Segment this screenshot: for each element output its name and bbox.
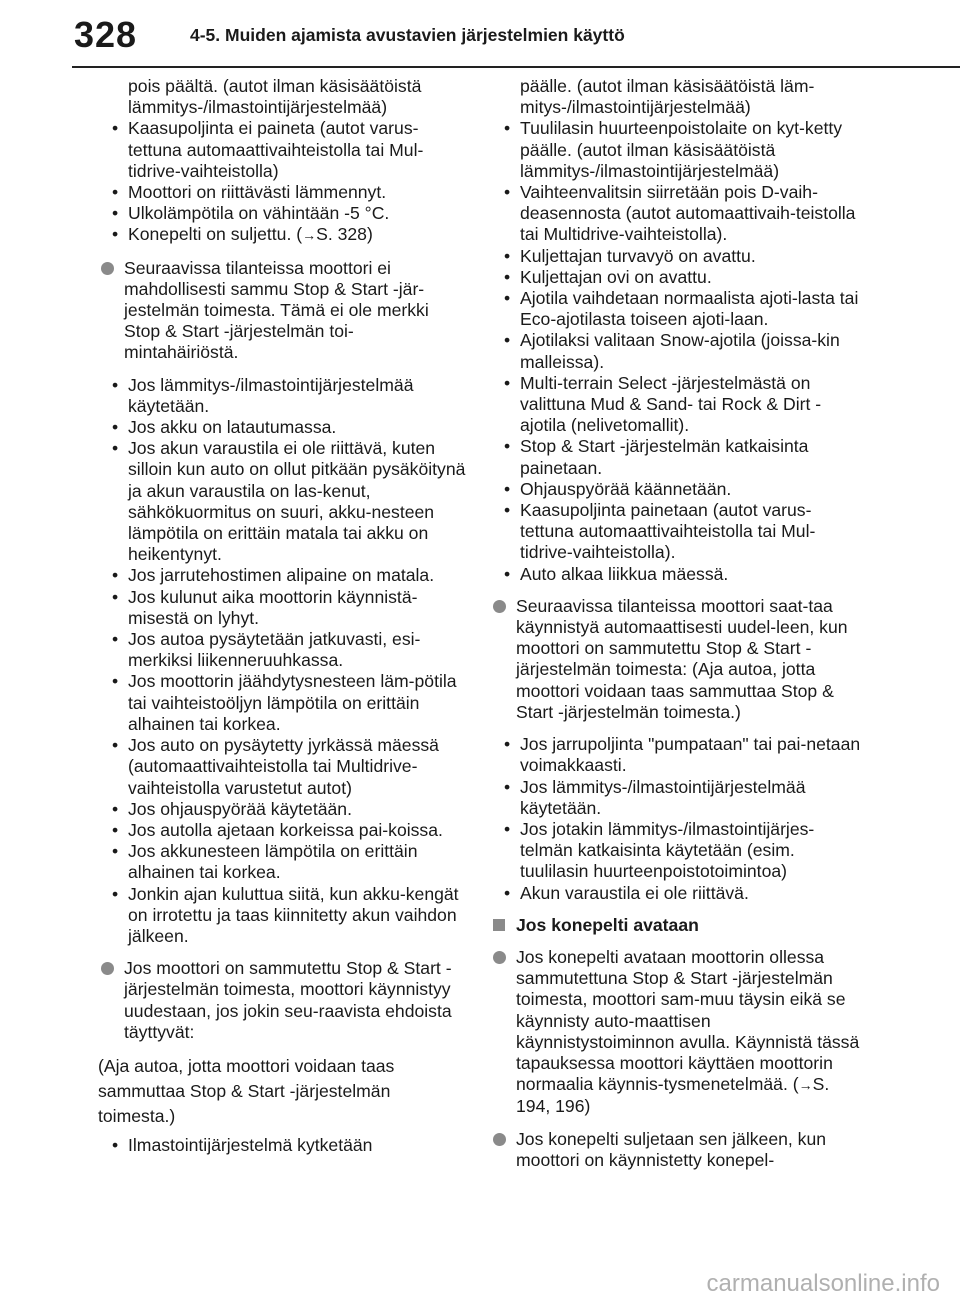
no-stop-condition-list (98, 375, 468, 947)
page-number: 328 (74, 14, 138, 55)
intro-bullet-list (98, 118, 468, 246)
continued-text: pois päältä. (autot ilman käsisäätöistä lämmitys-/ilmastointijärjestelmää) (128, 76, 422, 118)
note-line: (Aja autoa, jotta moottori voidaan taas (98, 1055, 395, 1076)
section-text: Seuraavissa tilanteissa moottori saat-taa käynnistyä automaattisesti uudel-leen, kun moottori on sammutettu Stop & Start -järjestelmän toimesta: (Aja autoa, jotta moottori voidaan taas sammuttaa Stop & Start -järjestelmän toimesta.) (516, 595, 848, 722)
heading-text: Jos konepelti avataan (516, 914, 699, 935)
list-item: • Ulkolämpötila on vähintään -5 °C. (98, 203, 468, 224)
section-hood-closed (490, 1129, 862, 1171)
list-item: • Jos akun varaustila ei ole riittävä, kuten silloin kun auto on ollut pitkään pysäköitynä ja akun varaustila on las-kenut, sähkökuormitus on suuri, akku-nesteen lämpötila on erittäin matala tai akku on heikentynyt. (98, 438, 468, 565)
list-item: • Jos moottorin jäähdytysnesteen läm-pötila tai vaihteistoöljyn lämpötila on erittäin alhainen tai korkea. (98, 671, 468, 735)
left-column (98, 76, 468, 1167)
list-item: • Jos autolla ajetaan korkeissa pai-koissa. (98, 820, 468, 841)
circle-bullet-icon (101, 262, 114, 275)
list-item: • Tuulilasin huurteenpoistolaite on kyt-ketty päälle. (autot ilman käsisäätöistä lämmitys-/ilmastointijärjestelmää) (490, 118, 862, 182)
list-item: • Stop & Start -järjestelmän katkaisinta painetaan. (490, 436, 862, 478)
list-item: • Jos jotakin lämmitys-/ilmastointijärjes-telmän katkaisinta käytetään (esim. tuulilasin huurteenpoistotoimintoa) (490, 819, 862, 883)
list-item: • Ajotilaksi valitaan Snow-ajotila (joissa-kin malleissa). (490, 330, 862, 372)
note-line: toimesta.) (98, 1105, 176, 1126)
list-item: • Kuljettajan turvavyö on avattu. (490, 246, 862, 267)
circle-bullet-icon (493, 600, 506, 613)
list-item: • Kaasupoljinta ei paineta (autot varus-tettuna automaattivaihteistolla tai Mul-tidrive-vaihteistolla) (98, 118, 468, 182)
chapter-title: 4-5. Muiden ajamista avustavien järjestelmien käyttö (190, 25, 625, 45)
section-text: Jos moottori on sammutettu Stop & Start -järjestelmän toimesta, moottori käynnistyy uudestaan, jos jokin seu-raavista ehdoista täyttyvät: (124, 958, 452, 1042)
list-item: • Moottori on riittävästi lämmennyt. (98, 182, 468, 203)
note-line: sammuttaa Stop & Start -järjestelmän (98, 1080, 391, 1101)
header-rule (72, 66, 960, 68)
list-item: • Jos akku on latautumassa. (98, 417, 468, 438)
reference-arrow-icon: → (302, 227, 317, 244)
page-header (0, 0, 960, 80)
section-text: Seuraavissa tilanteissa moottori ei mahdollisesti sammu Stop & Start -jär-jestelmän toimesta. Tämä ei ole merkki Stop & Start -järjestelmän toi-mintahäiriöstä. (124, 257, 429, 363)
section-restart (98, 958, 468, 1043)
circle-bullet-icon (493, 1133, 506, 1146)
list-item: • Jos jarrupoljinta "pumpataan" tai pai-netaan voimakkaasti. (490, 734, 862, 776)
list-item: • Jos ohjauspyörää käytetään. (98, 799, 468, 820)
reference-arrow-icon: → (798, 1077, 813, 1094)
restart-condition-list (98, 1135, 468, 1156)
list-item: • Jos lämmitys-/ilmastointijärjestelmää käytetään. (98, 375, 468, 417)
list-item: • Jos kulunut aika moottorin käynnistä-misestä on lyhyt. (98, 587, 468, 629)
list-item-text: Konepelti on suljettu. ( (128, 224, 303, 245)
auto-restart-condition-list (490, 734, 862, 904)
list-item: • Ohjauspyörää käännetään. (490, 479, 862, 500)
list-item: • Multi-terrain Select -järjestelmästä on valittuna Mud & Sand- tai Rock & Dirt -ajotila (nelivetomallit). (490, 373, 862, 437)
section-text: Jos konepelti avataan moottorin ollessa sammutettuna Stop & Start -järjestelmän toimesta, moottori sam-muu täysin eikä se käynnisty auto-maattisen käynnistystoiminnon avulla. Käynnistä tässä tapauksessa moottori käyttäen moottorin normaalia käynnis-tysmenetelmää. ( (516, 946, 860, 1095)
list-item: • Jos autoa pysäytetään jatkuvasti, esi-merkiksi liikenneruuhkassa. (98, 629, 468, 671)
list-item: • Jos auto on pysäytetty jyrkässä mäessä (automaattivaihteistolla tai Multidrive-vaihteistolla varustetut autot) (98, 735, 468, 799)
section-auto-restart (490, 596, 862, 723)
list-item: • Jos jarrutehostimen alipaine on matala. (98, 565, 468, 586)
page-reference[interactable]: S. 194, 196) (516, 1074, 830, 1117)
list-item: • Vaihteenvalitsin siirretään pois D-vaih-deasennosta (autot automaattivaih-teistolla tai Multidrive-vaihteistolla). (490, 182, 862, 246)
section-hood-opened (490, 947, 862, 1118)
list-item: • Ilmastointijärjestelmä kytketään (98, 1135, 468, 1156)
list-item: • Jos akkunesteen lämpötila on erittäin alhainen tai korkea. (98, 841, 468, 883)
right-column (490, 76, 862, 1182)
circle-bullet-icon (101, 962, 114, 975)
continued-text: päälle. (autot ilman käsisäätöistä läm-mitys-/ilmastointijärjestelmää) (520, 76, 815, 118)
square-bullet-icon (493, 919, 505, 931)
list-item: • Auto alkaa liikkua mäessä. (490, 564, 862, 585)
section-heading (490, 915, 862, 936)
circle-bullet-icon (493, 951, 506, 964)
list-item: • Ajotila vaihdetaan normaalista ajoti-lasta tai Eco-ajotilasta toiseen ajoti-laan. (490, 288, 862, 330)
list-item: • Jos lämmitys-/ilmastointijärjestelmää käytetään. (490, 777, 862, 819)
restart-note (98, 1054, 468, 1129)
section-no-stop (98, 258, 468, 364)
list-item: • Akun varaustila ei ole riittävä. (490, 883, 862, 904)
list-item: • Jonkin ajan kuluttua siitä, kun akku-kengät on irrotettu ja taas kiinnitetty akun vaihdon jälkeen. (98, 884, 468, 948)
watermark: carmanualsonline.info (706, 1270, 940, 1297)
list-item: • Kuljettajan ovi on avattu. (490, 267, 862, 288)
list-item: • Kaasupoljinta painetaan (autot varus-tettuna automaattivaihteistolla tai Mul-tidrive-vaihteistolla). (490, 500, 862, 564)
restart-condition-list-cont (490, 118, 862, 584)
list-item (98, 224, 468, 246)
section-text: Jos konepelti suljetaan sen jälkeen, kun moottori on käynnistetty konepel- (516, 1128, 827, 1170)
page-reference[interactable]: S. 328) (316, 224, 373, 245)
